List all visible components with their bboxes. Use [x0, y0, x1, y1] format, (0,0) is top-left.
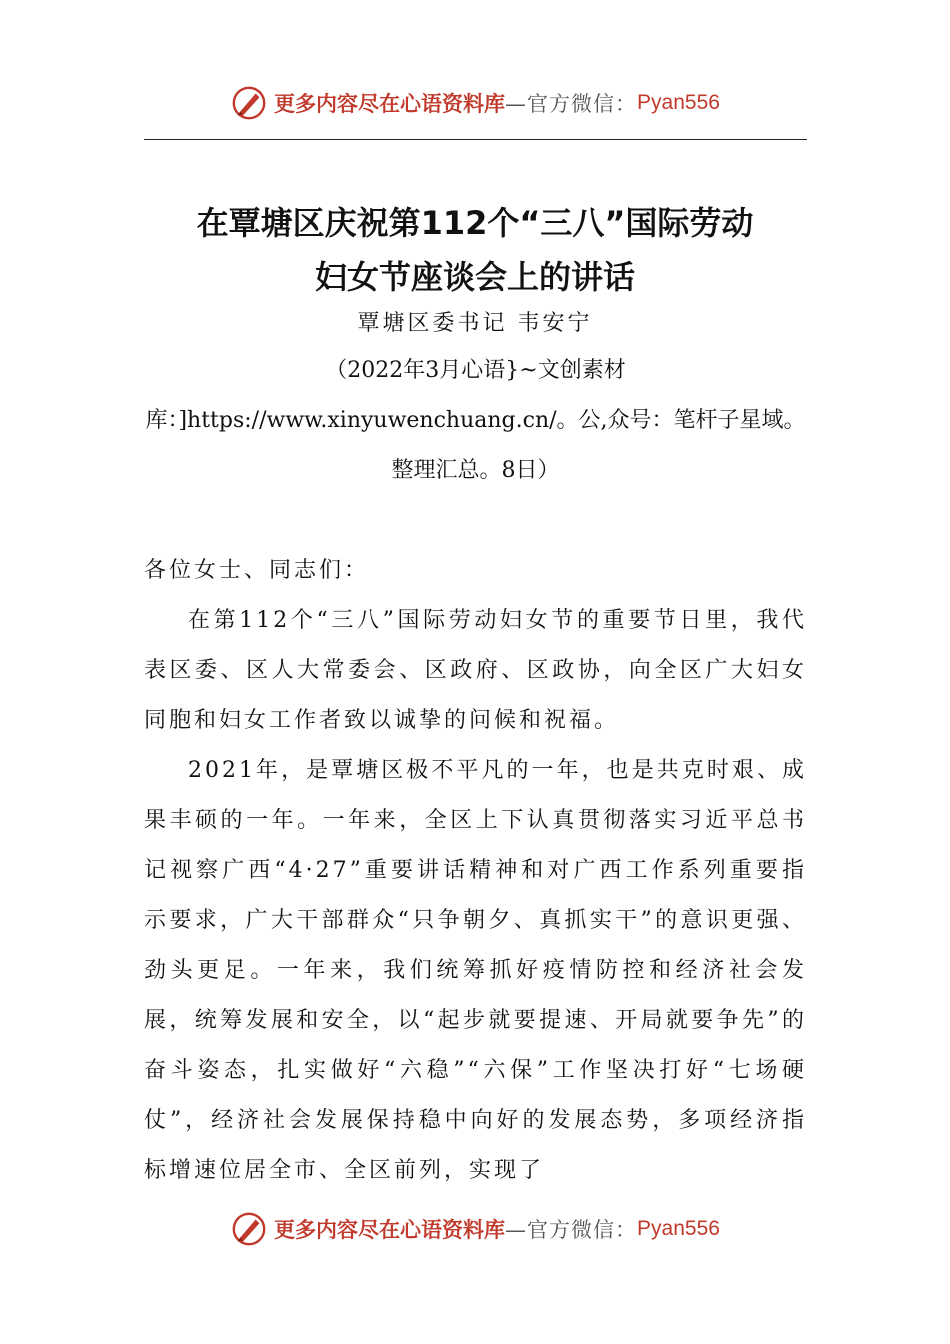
watermark-id: Pyan556	[637, 91, 720, 114]
date-note: （2022年3月心语}~文创素材库：]https://www.xinyuwenchuang.cn/。公,众号：笔杆子星域。整理汇总。8日）	[145, 358, 806, 483]
watermark-main: 更多内容尽在心语资料库	[274, 92, 506, 116]
body-text	[144, 546, 807, 1196]
watermark-sub: —官方微信：	[505, 92, 638, 116]
paragraph-2: 2021年，是覃塘区极不平凡的一年，也是共克时艰、成果丰硕的一年。一年来，全区上下认真贯彻落实习近平总书记视察广西“4·27”重要讲话精神和对广西工作系列重要指示要求，广大干部群众“只争朝夕、真抓实干”的意识更强、劲头更足。一年来，我们统筹抓好疫情防控和经济社会发展，统筹发展和安全，以“起步就要提速、开局就要争先”的奋斗姿态，扎实做好“六稳”“六保”工作坚决打好“七场硬仗”，经济社会发展保持稳中向好的发展态势，多项经济指标增速位居全市、全区前列，实现了	[144, 758, 807, 1183]
author-line: 覃塘区委书记 韦安宁	[357, 311, 593, 336]
header-divider	[144, 139, 807, 140]
paragraph-1: 在第112个“三八”国际劳动妇女节的重要节日里，我代表区委、区人大常委会、区政府、区政协，向全区广大妇女同胞和妇女工作者致以诚挚的问候和祝福。	[144, 608, 807, 733]
watermark-id: Pyan556	[637, 1217, 720, 1240]
title-line-1: 在覃塘区庆祝第112个“三八”国际劳动	[196, 204, 754, 242]
salutation: 各位女士、同志们：	[144, 558, 370, 583]
pen-logo-icon	[230, 1210, 268, 1248]
header-watermark	[0, 84, 950, 122]
title-line-2: 妇女节座谈会上的讲话	[314, 258, 635, 296]
watermark-sub: —官方微信：	[505, 1218, 638, 1242]
footer-watermark	[0, 1210, 950, 1248]
pen-logo-icon	[230, 84, 268, 122]
document-title	[0, 196, 950, 304]
watermark-main: 更多内容尽在心语资料库	[274, 1218, 506, 1242]
